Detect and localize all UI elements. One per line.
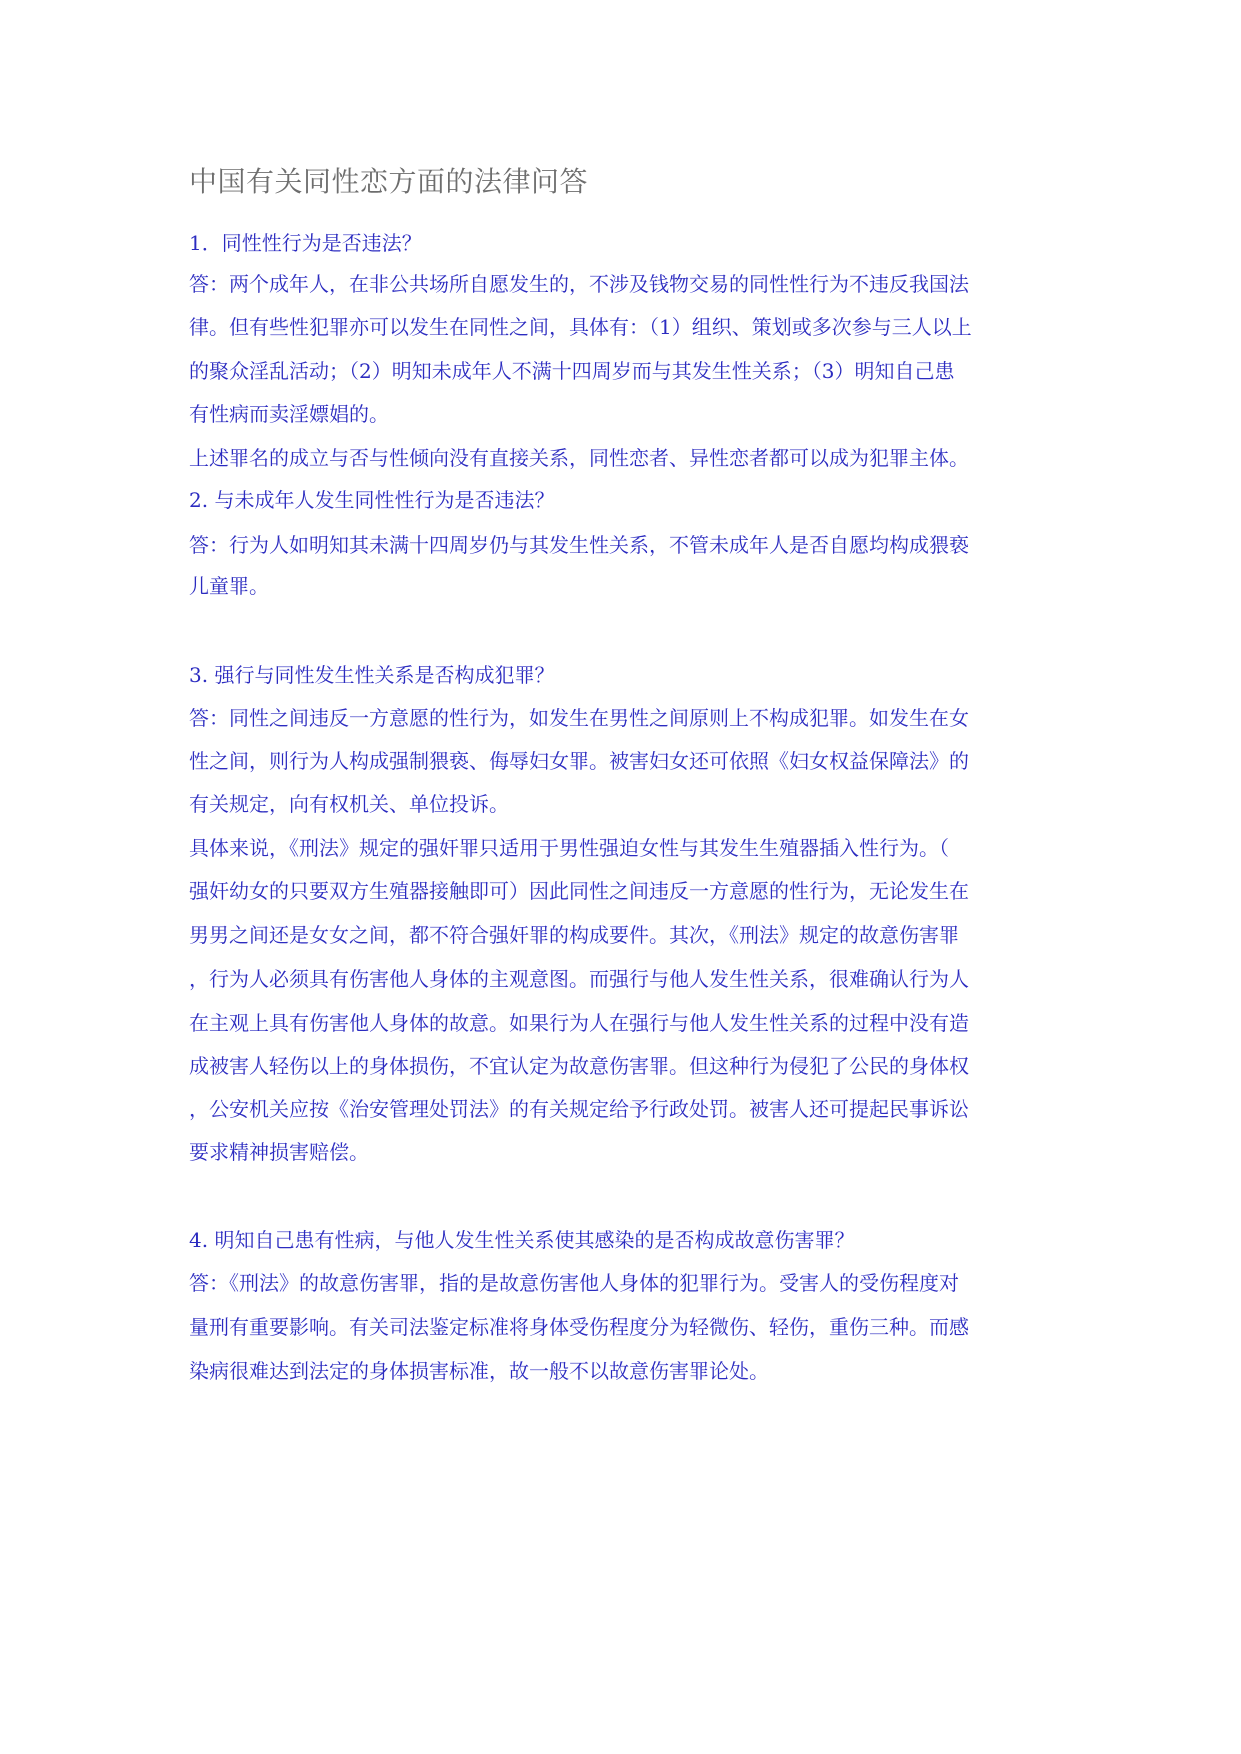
question-2: 2. 与未成年人发生同性性行为是否违法？ [189, 488, 555, 512]
answer-2-line-1: 答：行为人如明知其未满十四周岁仍与其发生性关系，不管未成年人是否自愿均构成猥亵 [189, 533, 969, 557]
paragraph-line-1: 上述罪名的成立与否与性倾向没有直接关系，同性恋者、异性恋者都可以成为犯罪主体。 [189, 446, 969, 470]
detail-line-4: ，行为人必须具有伤害他人身体的主观意图。而强行与他人发生性关系，很难确认行为人 [189, 967, 969, 991]
answer-4-line-2: 量刑有重要影响。有关司法鉴定标准将身体受伤程度分为轻微伤、轻伤，重伤三种。而感 [189, 1315, 969, 1339]
answer-1-line-1: 答：两个成年人，在非公共场所自愿发生的，不涉及钱物交易的同性性行为不违反我国法 [189, 272, 969, 296]
detail-line-5: 在主观上具有伤害他人身体的故意。如果行为人在强行与他人发生性关系的过程中没有造 [189, 1011, 969, 1035]
answer-4-line-3: 染病很难达到法定的身体损害标准，故一般不以故意伤害罪论处。 [189, 1359, 769, 1383]
answer-2-line-2: 儿童罪。 [189, 574, 269, 598]
answer-4-line-1: 答：《刑法》的故意伤害罪，指的是故意伤害他人身体的犯罪行为。受害人的受伤程度对 [189, 1271, 959, 1295]
answer-3-line-1: 答：同性之间违反一方意愿的性行为，如发生在男性之间原则上不构成犯罪。如发生在女 [189, 706, 969, 730]
detail-line-1: 具体来说，《刑法》规定的强奸罪只适用于男性强迫女性与其发生生殖器插入性行为。（ [189, 836, 949, 860]
question-1: 1．同性性行为是否违法？ [189, 231, 422, 255]
question-3: 3. 强行与同性发生性关系是否构成犯罪？ [189, 663, 555, 687]
answer-1-line-4: 有性病而卖淫嫖娼的。 [189, 402, 389, 426]
detail-line-6: 成被害人轻伤以上的身体损伤，不宜认定为故意伤害罪。但这种行为侵犯了公民的身体权 [189, 1054, 969, 1078]
answer-1-line-3: 的聚众淫乱活动；（2）明知未成年人不满十四周岁而与其发生性关系；（3）明知自己患 [189, 359, 955, 383]
answer-3-line-3: 有关规定，向有权机关、单位投诉。 [189, 792, 509, 816]
answer-3-line-2: 性之间，则行为人构成强制猥亵、侮辱妇女罪。被害妇女还可依照《妇女权益保障法》的 [189, 749, 969, 773]
answer-1-line-2: 律。但有些性犯罪亦可以发生在同性之间，具体有：（1）组织、策划或多次参与三人以上 [189, 315, 972, 339]
question-4: 4. 明知自己患有性病，与他人发生性关系使其感染的是否构成故意伤害罪？ [189, 1228, 855, 1252]
detail-line-2: 强奸幼女的只要双方生殖器接触即可）因此同性之间违反一方意愿的性行为，无论发生在 [189, 879, 969, 903]
detail-line-3: 男男之间还是女女之间，都不符合强奸罪的构成要件。其次，《刑法》规定的故意伤害罪 [189, 923, 959, 947]
document-title: 中国有关同性恋方面的法律问答 [189, 165, 589, 198]
detail-line-8: 要求精神损害赔偿。 [189, 1140, 369, 1164]
detail-line-7: ，公安机关应按《治安管理处罚法》的有关规定给予行政处罚。被害人还可提起民事诉讼 [189, 1097, 969, 1121]
